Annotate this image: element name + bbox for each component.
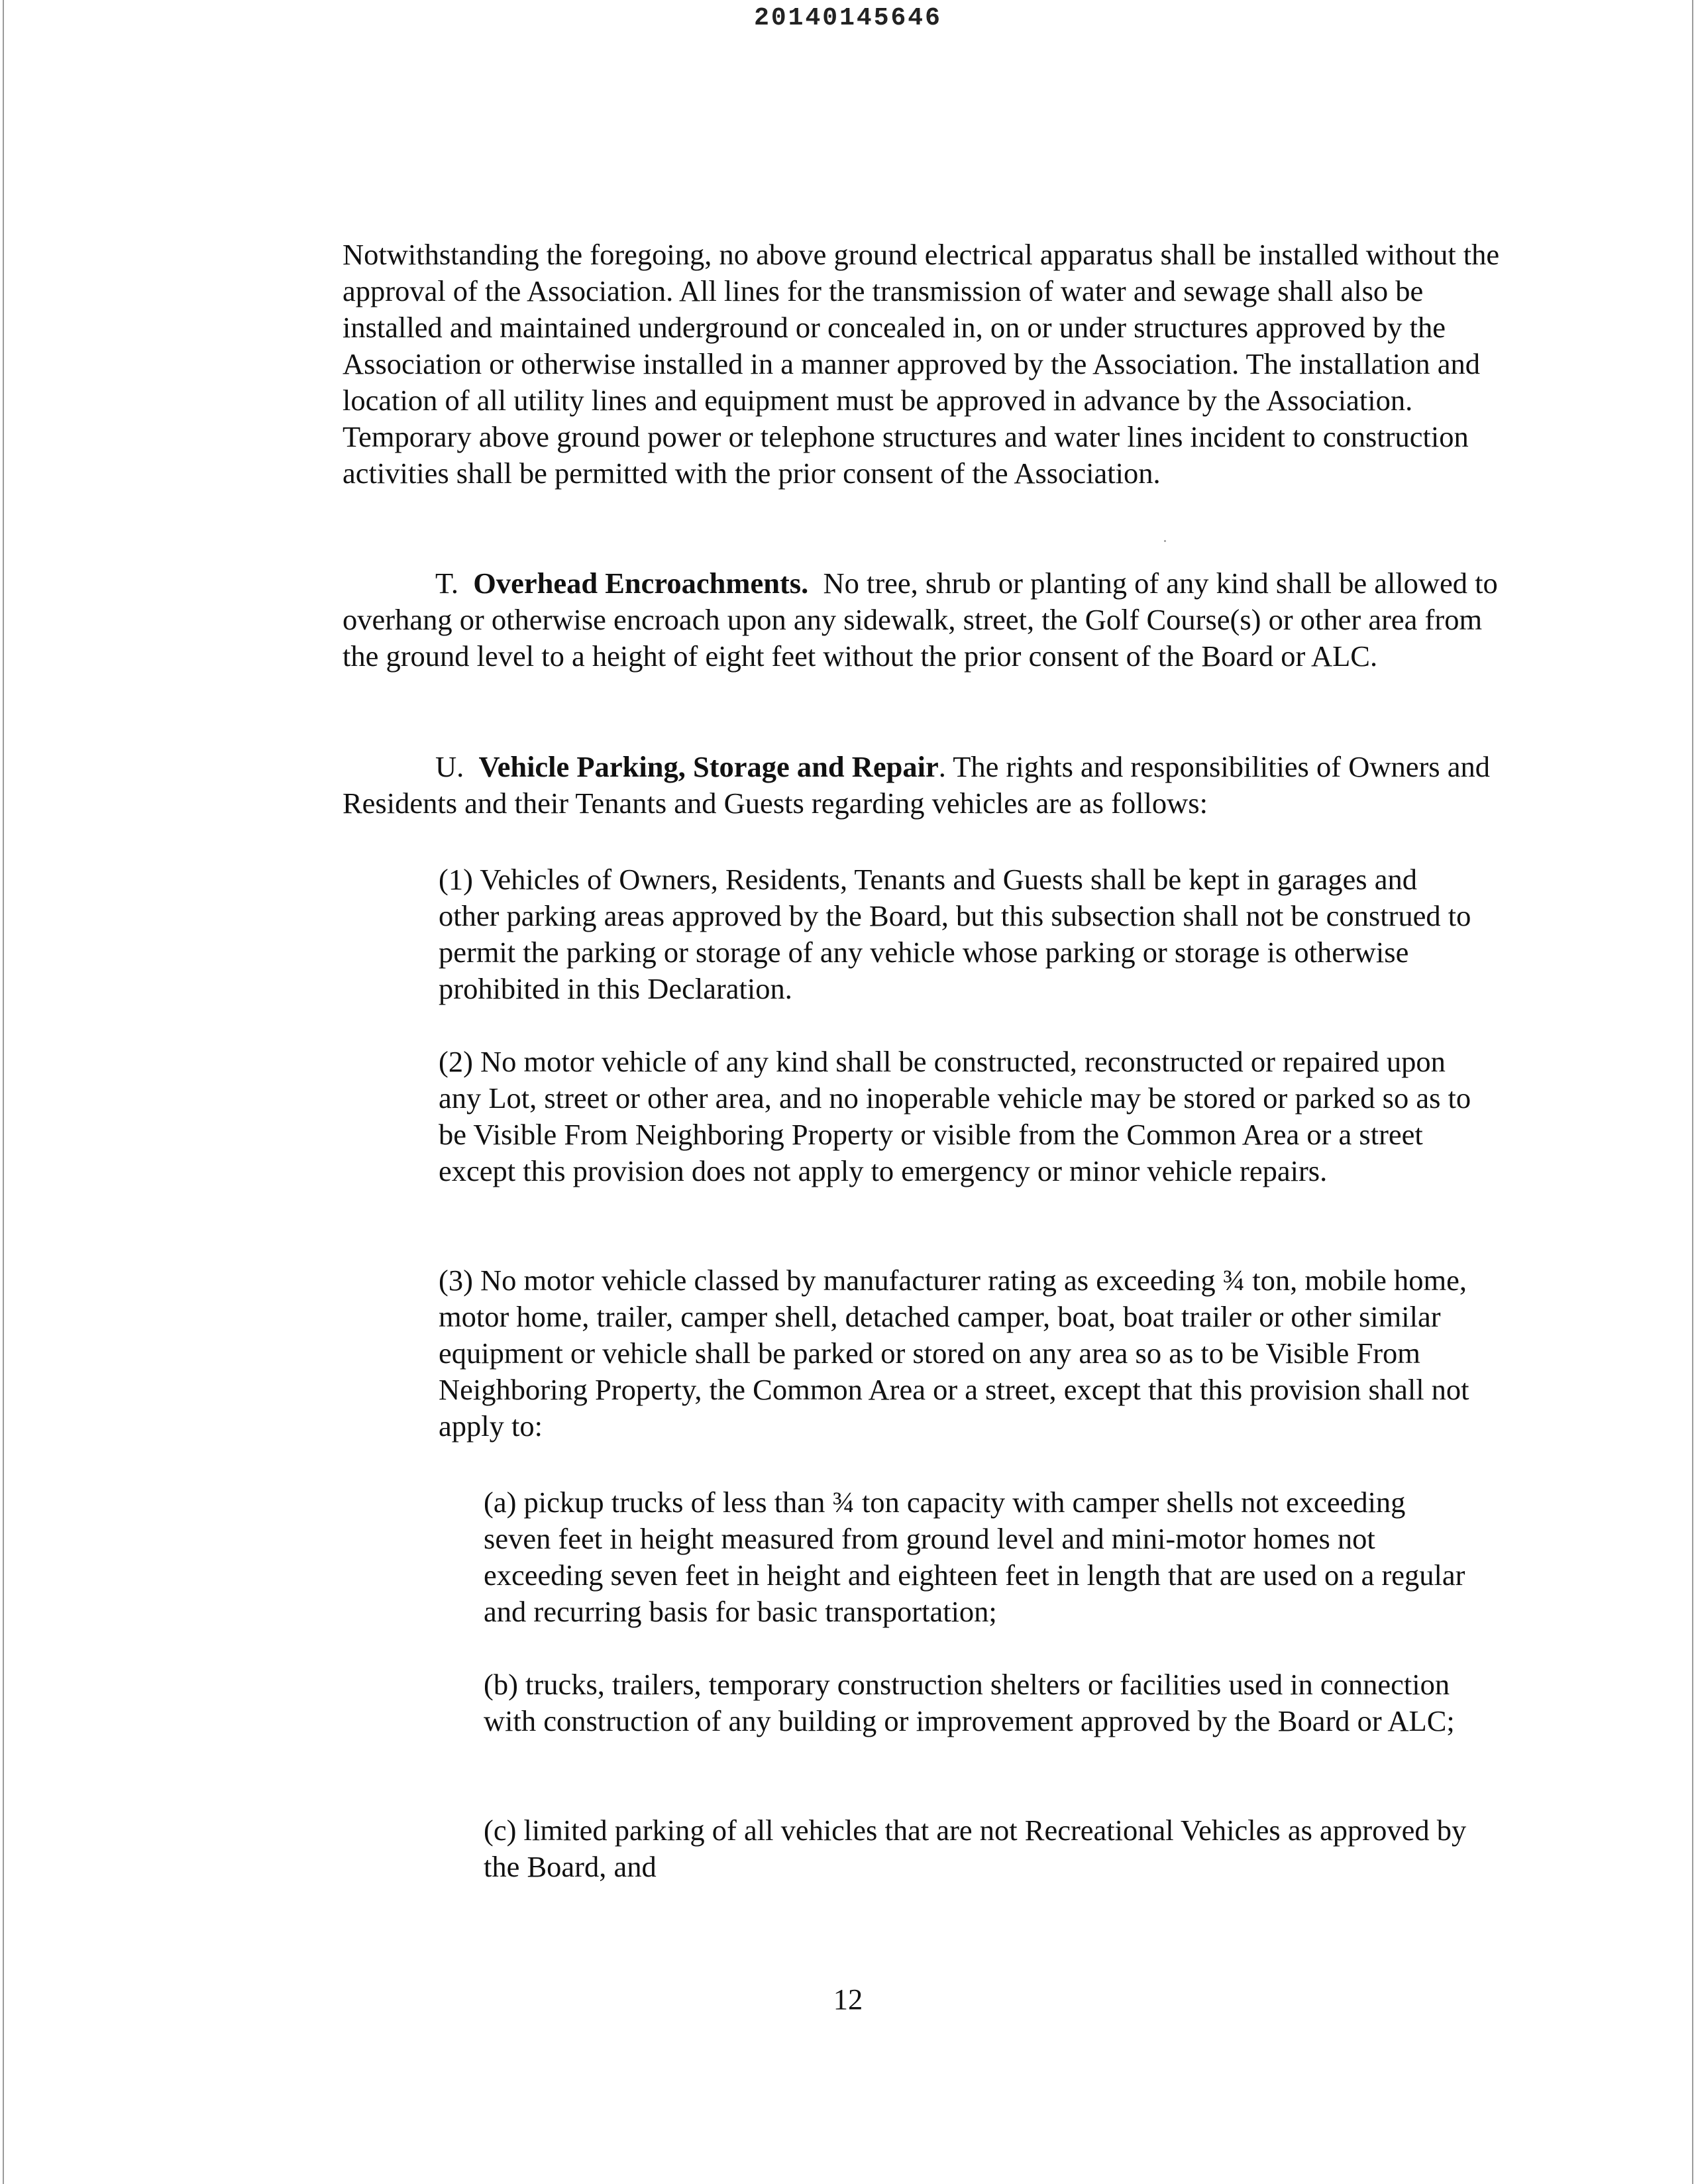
scan-left-edge — [3, 0, 4, 2184]
list-item-2: (2) No motor vehicle of any kind shall be constructed, reconstructed or repaired upon any Lot, street or other area, and no inoperable vehicle may be stored or parked so as to be Visible From Neighboring Property or visible from the Common Area or a street except this provision does not apply to emergency or minor vehicle repairs. — [439, 1045, 1471, 1187]
sub-item-a: (a) pickup trucks of less than ¾ ton capacity with camper shells not exceeding seven feet in height measured from ground level and mini-motor homes not exceeding seven feet in height and eighteen feet in length that are used on a regular and recurring basis for basic transportation; — [484, 1486, 1465, 1628]
section-t-body: No tree, shrub or planting of any kind shall be allowed to overhang or otherwise encroach upon any sidewalk, street, the Golf Course(s) or other area from the ground level to a height of eight feet without the prior consent of the Board or ALC. — [343, 567, 1498, 673]
sub-item-c: (c) limited parking of all vehicles that are not Recreational Vehicles as approved by the Board, and — [484, 1814, 1467, 1883]
scan-right-edge — [1692, 0, 1693, 2184]
section-u-body: . The rights and responsibilities of Owners and Residents and their Tenants and Guests regarding vehicles are as follows: — [343, 750, 1490, 820]
section-t-letter: T. — [435, 567, 459, 600]
section-t-heading: Overhead Encroachments. — [473, 567, 809, 600]
list-item-1: (1) Vehicles of Owners, Residents, Tenants and Guests shall be kept in garages and other parking areas approved by the Board, but this subsection shall not be construed to permit the parking or storage of any vehicle whose parking or storage is otherwise prohibited in this Declaration. — [439, 863, 1471, 1005]
sub-item-b: (b) trucks, trailers, temporary construction shelters or facilities used in connection with construction of any building or improvement approved by the Board or ALC; — [484, 1668, 1455, 1737]
section-u-heading: Vehicle Parking, Storage and Repair — [478, 750, 939, 783]
section-u-vehicle-parking — [343, 749, 1509, 822]
list-item-3: (3) No motor vehicle classed by manufacturer rating as exceeding ¾ ton, mobile home, motor home, trailer, camper shell, detached camper, boat, boat trailer or other similar equipment or vehicle shall be parked or stored on any area so as to be Visible From Neighboring Property, the Common Area or a street, except that this provision shall not apply to: — [439, 1264, 1469, 1443]
document-number: 20140145646 — [754, 4, 942, 32]
page-number: 12 — [833, 1983, 863, 2016]
scan-speck — [1164, 540, 1166, 542]
paragraph-utilities-continued: Notwithstanding the foregoing, no above ground electrical apparatus shall be installed without the approval of the Association. All lines for the transmission of water and sewage shall also be installed and maintained underground or concealed in, on or under structures approved by the Association or otherwise installed in a manner approved by the Association. The installation and location of all utility lines and equipment must be approved in advance by the Association. Temporary above ground power or telephone structures and water lines incident to construction activities shall be permitted with the prior consent of the Association. — [343, 238, 1500, 490]
section-u-letter: U. — [435, 750, 464, 783]
section-t-overhead-encroachments — [343, 565, 1509, 675]
